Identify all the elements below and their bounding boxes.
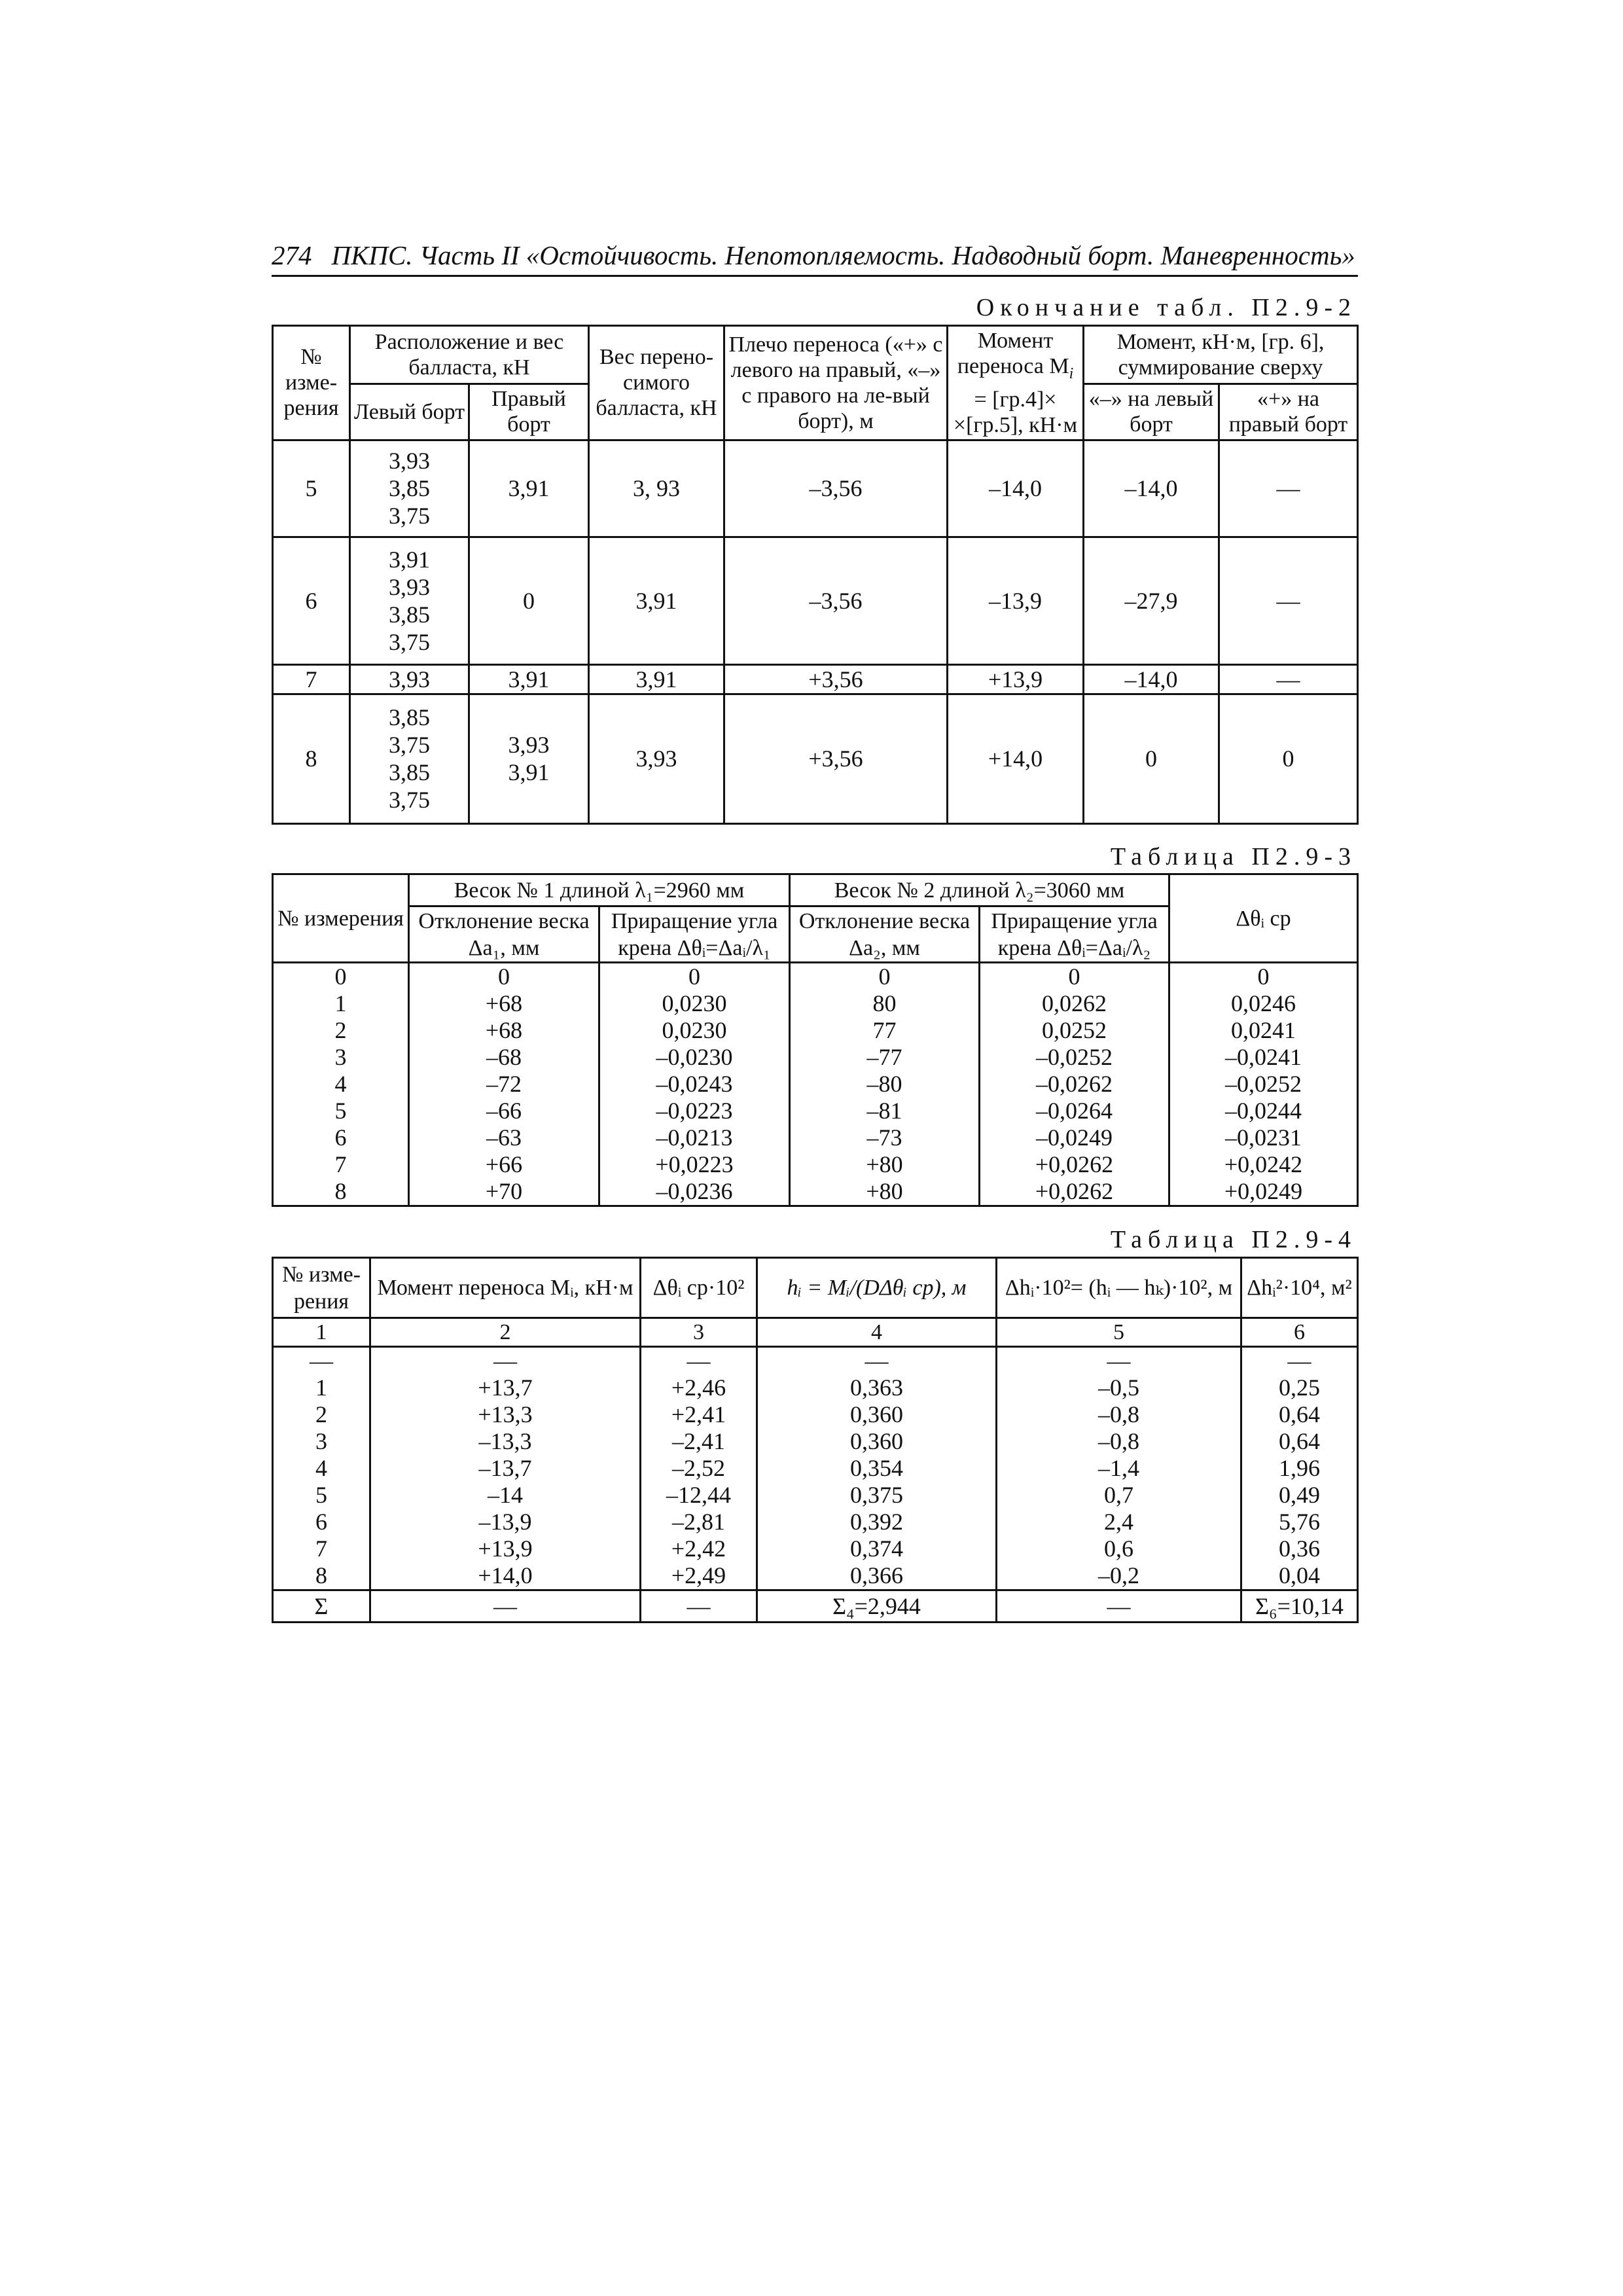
cell: +0,0249 (1169, 1178, 1358, 1206)
col-header-sum-left: «–» на левый борт (1084, 384, 1219, 440)
cell-sum-right: — (1219, 537, 1358, 664)
col-number: 5 (997, 1318, 1241, 1347)
cell: — (273, 1347, 370, 1375)
table-row (273, 1151, 1358, 1178)
table-2-caption: Окончание табл. П2.9-2 (976, 294, 1357, 321)
cell: +14,0 (370, 1562, 641, 1590)
cell: –66 (409, 1098, 599, 1124)
table-row (273, 1071, 1358, 1098)
cell: 0 (1169, 963, 1358, 991)
page-header (272, 238, 1358, 277)
cell-num: 5 (273, 440, 350, 537)
cell-sum-left: 0 (1084, 694, 1219, 823)
page-title: ПКПС. Часть II «Остойчивость. Непотопляемость. Надводный борт. Маневренность» (331, 240, 1355, 270)
cell: 0,363 (757, 1374, 997, 1401)
col-header-dev2 (790, 906, 980, 963)
cell-arm: –3,56 (724, 537, 948, 664)
cell: –80 (790, 1071, 980, 1098)
table-row (273, 1374, 1358, 1401)
cell: –13,9 (370, 1509, 641, 1535)
col-header-avg: Δθᵢ ср (1169, 874, 1358, 963)
cell: 0,64 (1241, 1428, 1358, 1455)
left-value: 3,91 (389, 546, 430, 573)
col-header-arm: Плечо переноса («+» с левого на правый, «–» с правого на ле-вый борт), м (724, 326, 948, 440)
page-number: 274 (272, 240, 312, 270)
cell: — (997, 1590, 1241, 1623)
cell-sum-left: –27,9 (1084, 537, 1219, 664)
cell: 4 (273, 1455, 370, 1482)
left-value: 3,75 (389, 503, 430, 529)
table-row (273, 1044, 1358, 1071)
table-row (273, 1509, 1358, 1535)
left-value: 3,75 (389, 732, 430, 759)
col-number: 4 (757, 1318, 997, 1347)
cell: –63 (409, 1124, 599, 1151)
cell: –1,4 (997, 1455, 1241, 1482)
table-row (273, 664, 1358, 694)
col-header-inc2 (980, 906, 1169, 963)
left-value: 3,85 (389, 704, 430, 731)
col-header-dh: Δhᵢ·10²= (hᵢ — hₖ)·10², м (997, 1258, 1241, 1318)
cell: 0,366 (757, 1562, 997, 1590)
col-header-left: Левый борт (350, 384, 469, 440)
cell-right: 3,91 (469, 440, 589, 537)
table-row (273, 440, 1358, 537)
cell: 0,0230 (599, 1017, 790, 1044)
table-row (273, 1562, 1358, 1590)
cell: –77 (790, 1044, 980, 1071)
cell: –73 (790, 1124, 980, 1151)
cell: 2 (273, 1017, 409, 1044)
cell: 0,36 (1241, 1535, 1358, 1562)
cell-left (350, 537, 469, 664)
table-row (273, 1098, 1358, 1124)
cell: — (1241, 1347, 1358, 1375)
cell: –0,0264 (980, 1098, 1169, 1124)
cell: +0,0262 (980, 1151, 1169, 1178)
table-row (273, 694, 1358, 823)
cell: –12,44 (641, 1482, 757, 1509)
cell: 1 (273, 990, 409, 1017)
cell: 0 (790, 963, 980, 991)
cell: 0,354 (757, 1455, 997, 1482)
cell: +68 (409, 1017, 599, 1044)
cell-sum-right: 0 (1219, 694, 1358, 823)
cell: +2,46 (641, 1374, 757, 1401)
table-row (273, 1401, 1358, 1428)
cell: –0,2 (997, 1562, 1241, 1590)
cell: –0,0231 (1169, 1124, 1358, 1151)
cell: +68 (409, 990, 599, 1017)
table-row (273, 1482, 1358, 1509)
cell: 7 (273, 1535, 370, 1562)
left-value: 3,75 (389, 787, 430, 814)
cell: — (757, 1347, 997, 1375)
table-row (273, 963, 1358, 991)
cell: +0,0242 (1169, 1151, 1358, 1178)
inc2-formula: крена Δθᵢ=Δaᵢ/λ₂ (997, 935, 1151, 960)
cell: –0,0244 (1169, 1098, 1358, 1124)
table-row (273, 1428, 1358, 1455)
col-header-dh2: Δhᵢ²·10⁴, м² (1241, 1258, 1358, 1318)
cell: –72 (409, 1071, 599, 1098)
table-row (273, 1535, 1358, 1562)
sum-dh2: Σ₆=10,14 (1241, 1590, 1358, 1623)
cell: 0,0246 (1169, 990, 1358, 1017)
cell: –13,3 (370, 1428, 641, 1455)
left-value: 3,75 (389, 628, 430, 655)
cell: 0,0241 (1169, 1017, 1358, 1044)
cell: 4 (273, 1071, 409, 1098)
cell: 6 (273, 1509, 370, 1535)
left-value: 3,85 (389, 475, 430, 502)
col-header-num: № измерения (273, 874, 409, 963)
table-3-caption: Таблица П2.9-3 (1110, 843, 1357, 870)
cell: — (370, 1590, 641, 1623)
cell: 1 (273, 1374, 370, 1401)
cell-arm: +3,56 (724, 694, 948, 823)
cell: –0,0262 (980, 1071, 1169, 1098)
col-header-angle: Δθᵢ ср·10² (641, 1258, 757, 1318)
col-header-right: Правый борт (469, 384, 589, 440)
cell: 5,76 (1241, 1509, 1358, 1535)
inc1-formula: крена Δθᵢ=Δaᵢ/λ₁ (618, 935, 771, 960)
cell: 5 (273, 1098, 409, 1124)
cell: 0,6 (997, 1535, 1241, 1562)
table-row (273, 1347, 1358, 1375)
cell: –2,41 (641, 1428, 757, 1455)
cell: –0,0213 (599, 1124, 790, 1151)
table-2 (272, 325, 1359, 825)
right-value: 3,93 (508, 732, 550, 759)
cell-sum-left: –14,0 (1084, 664, 1219, 694)
cell: 2 (273, 1401, 370, 1428)
cell-num: 7 (273, 664, 350, 694)
cell-moment: –14,0 (948, 440, 1084, 537)
cell: 5 (273, 1482, 370, 1509)
sum-h: Σ₄=2,944 (757, 1590, 997, 1623)
cell: 0,375 (757, 1482, 997, 1509)
cell: +13,9 (370, 1535, 641, 1562)
col-header-weight: Вес перено-симого балласта, кН (589, 326, 724, 440)
cell: 0 (409, 963, 599, 991)
cell: +80 (790, 1151, 980, 1178)
cell: –2,81 (641, 1509, 757, 1535)
cell: 80 (790, 990, 980, 1017)
cell: — (641, 1347, 757, 1375)
cell: –0,0249 (980, 1124, 1169, 1151)
inc1-label: Приращение угла (611, 908, 778, 933)
cell: 0,392 (757, 1509, 997, 1535)
cell-right: 3,91 (469, 664, 589, 694)
cell: 0,360 (757, 1401, 997, 1428)
cell-weight: 3,91 (589, 664, 724, 694)
sum-label: Σ (273, 1590, 370, 1623)
col-header-weight1: Весок № 1 длиной λ₁=2960 мм (409, 874, 790, 906)
col-header-sum-right: «+» на правый борт (1219, 384, 1358, 440)
col-number: 1 (273, 1318, 370, 1347)
cell: +70 (409, 1178, 599, 1206)
cell: –0,0236 (599, 1178, 790, 1206)
cell: 3 (273, 1044, 409, 1071)
col-number: 2 (370, 1318, 641, 1347)
table-row (273, 990, 1358, 1017)
cell-arm: +3,56 (724, 664, 948, 694)
cell: 0,0262 (980, 990, 1169, 1017)
cell: 0 (599, 963, 790, 991)
cell: –0,0230 (599, 1044, 790, 1071)
cell-right: 0 (469, 537, 589, 664)
cell-left: 3,93 (350, 664, 469, 694)
cell: 0 (273, 963, 409, 991)
cell: –13,7 (370, 1455, 641, 1482)
sum-row (273, 1590, 1358, 1623)
cell-arm: –3,56 (724, 440, 948, 537)
cell: +13,3 (370, 1401, 641, 1428)
cell: — (370, 1347, 641, 1375)
cell: +2,42 (641, 1535, 757, 1562)
col-header-inc1 (599, 906, 790, 963)
left-value: 3,93 (389, 573, 430, 600)
col-header-moment: Момент переноса Mᵢ, кН·м (370, 1258, 641, 1318)
cell: +66 (409, 1151, 599, 1178)
cell-weight: 3,93 (589, 694, 724, 823)
cell: +0,0262 (980, 1178, 1169, 1206)
left-value: 3,85 (389, 759, 430, 786)
cell-moment: +13,9 (948, 664, 1084, 694)
cell-sum-left: –14,0 (1084, 440, 1219, 537)
col-header-num: № изме-рения (273, 1258, 370, 1318)
table-row (273, 1124, 1358, 1151)
cell: +13,7 (370, 1374, 641, 1401)
dev1-unit: Δa₁, мм (468, 935, 540, 960)
cell-left (350, 440, 469, 537)
cell: –0,0223 (599, 1098, 790, 1124)
table-row (273, 1017, 1358, 1044)
cell-left (350, 694, 469, 823)
cell: — (997, 1347, 1241, 1375)
cell: –0,8 (997, 1428, 1241, 1455)
cell: +0,0223 (599, 1151, 790, 1178)
col-header-h: hᵢ = Mᵢ/(DΔθᵢ ср), м (757, 1258, 997, 1318)
left-value: 3,85 (389, 601, 430, 628)
col-header-ballast: Расположение и вес балласта, кН (350, 326, 589, 384)
cell-sum-right: — (1219, 664, 1358, 694)
cell-right (469, 694, 589, 823)
right-value: 3,91 (508, 759, 550, 786)
cell-moment: +14,0 (948, 694, 1084, 823)
col-header-moment-sum: Момент, кН·м, [гр. 6], суммирование сверху (1084, 326, 1358, 384)
cell: 0,49 (1241, 1482, 1358, 1509)
table-row (273, 1178, 1358, 1206)
cell: +80 (790, 1178, 980, 1206)
col-number: 3 (641, 1318, 757, 1347)
cell: +2,41 (641, 1401, 757, 1428)
cell: –0,0241 (1169, 1044, 1358, 1071)
table-row (273, 1455, 1358, 1482)
cell-sum-right: — (1219, 440, 1358, 537)
cell-weight: 3, 93 (589, 440, 724, 537)
cell: 8 (273, 1562, 370, 1590)
table-row (273, 537, 1358, 664)
cell: 0,374 (757, 1535, 997, 1562)
cell: — (641, 1590, 757, 1623)
cell: 6 (273, 1124, 409, 1151)
cell: 0,360 (757, 1428, 997, 1455)
dev2-label: Отклонение веска (798, 908, 971, 933)
col-header-num: № изме-рения (273, 326, 350, 440)
cell: +2,49 (641, 1562, 757, 1590)
cell: 0,0230 (599, 990, 790, 1017)
inc2-label: Приращение угла (991, 908, 1158, 933)
cell: –14 (370, 1482, 641, 1509)
cell: –0,0243 (599, 1071, 790, 1098)
moment-formula: = [гр.4]× ×[гр.5], кН·м (953, 387, 1078, 437)
cell: 8 (273, 1178, 409, 1206)
cell: 0,7 (997, 1482, 1241, 1509)
cell: –68 (409, 1044, 599, 1071)
table-4-caption: Таблица П2.9-4 (1110, 1226, 1357, 1253)
table-4 (272, 1257, 1359, 1623)
col-header-moment: Момент переноса $M_i = [гр.4]\times \times[гр.5]$, кН·м (948, 326, 1084, 440)
cell: –81 (790, 1098, 980, 1124)
cell: 0 (980, 963, 1169, 991)
cell-weight: 3,91 (589, 537, 724, 664)
dev2-unit: Δa₂, мм (849, 935, 920, 960)
cell: 77 (790, 1017, 980, 1044)
col-header-weight2: Весок № 2 длиной λ₂=3060 мм (790, 874, 1169, 906)
cell: 1,96 (1241, 1455, 1358, 1482)
cell: 0,04 (1241, 1562, 1358, 1590)
col-number: 6 (1241, 1318, 1358, 1347)
cell-moment: –13,9 (948, 537, 1084, 664)
left-value: 3,93 (389, 448, 430, 475)
cell: 2,4 (997, 1509, 1241, 1535)
cell: 7 (273, 1151, 409, 1178)
col-header-dev1 (409, 906, 599, 963)
cell: 0,0252 (980, 1017, 1169, 1044)
cell: –0,0252 (980, 1044, 1169, 1071)
cell: –0,0252 (1169, 1071, 1358, 1098)
moment-label: Момент переноса M (957, 329, 1069, 378)
column-number-row (273, 1318, 1358, 1347)
cell: –0,8 (997, 1401, 1241, 1428)
cell: –0,5 (997, 1374, 1241, 1401)
dev1-label: Отклонение веска (418, 908, 590, 933)
cell: 3 (273, 1428, 370, 1455)
cell-num: 6 (273, 537, 350, 664)
cell-num: 8 (273, 694, 350, 823)
cell: 0,64 (1241, 1401, 1358, 1428)
cell: –2,52 (641, 1455, 757, 1482)
table-3 (272, 873, 1359, 1207)
cell: 0,25 (1241, 1374, 1358, 1401)
